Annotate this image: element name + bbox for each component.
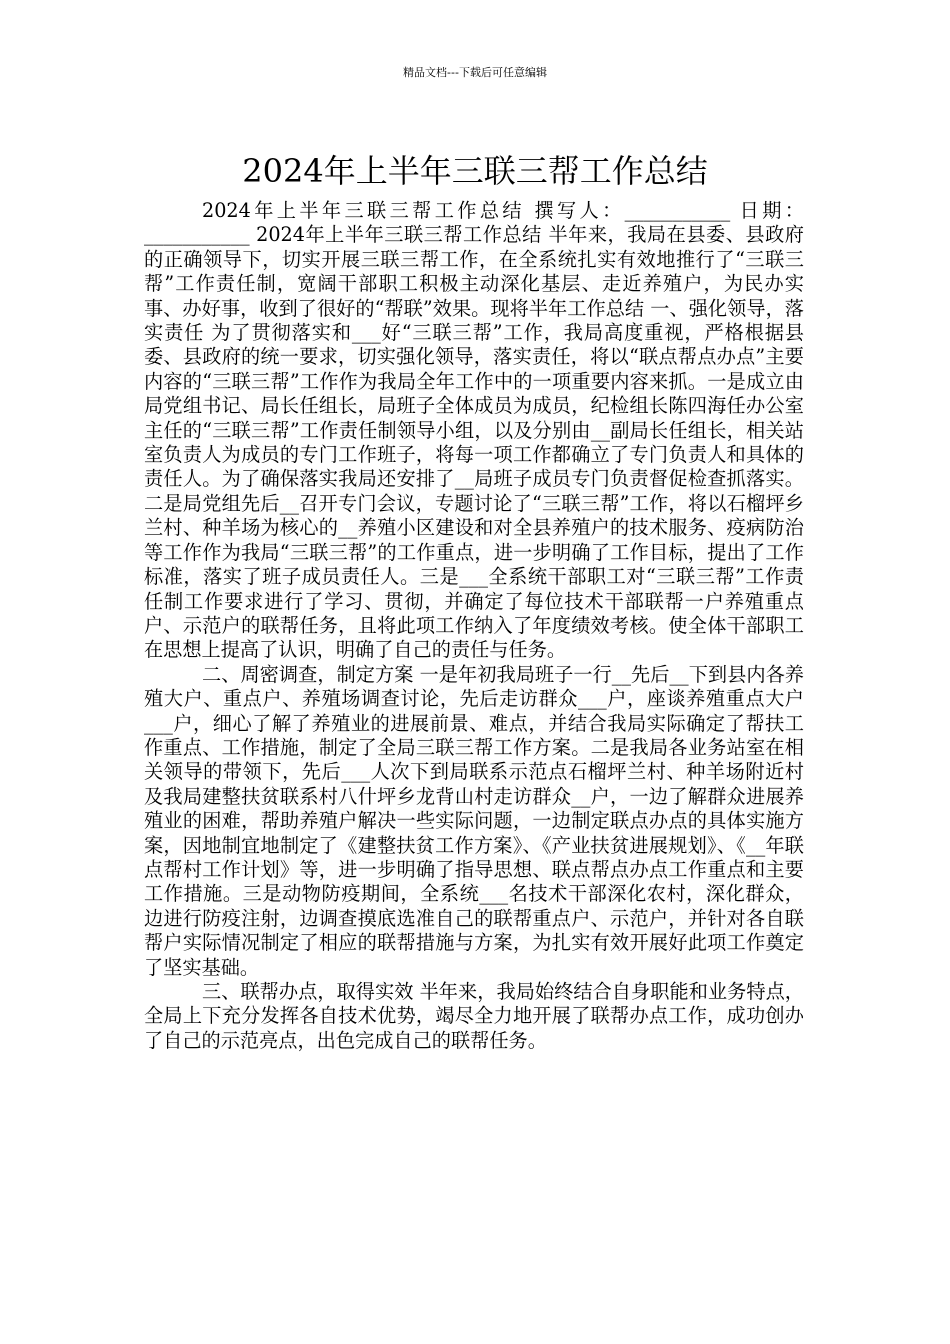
paragraph-1: 2024年上半年三联三帮工作总结 撰写人：___________ 日期：___________ 2024年上半年三联三帮工作总结 半年来，我局在县委、县政府的正确领导下，切实开展三联三帮工作，在全系统扎实有效地推行了“三联三帮”工作责任制，宽阔干部职工积极主动深化基层、走近养殖户，为民办实事、办好事，收到了很好的“帮联”效果。现将半年工作总结 一、强化领导，落实责任 为了贯彻落实和___好“三联三帮”工作，我局高度重视，严格根据县委、县政府的统一要求，切实强化领导，落实责任，将以“联点帮点办点”主要内容的“三联三帮”工作作为我局全年工作中的一项重要内容来抓。一是成立由局党组书记、局长任组长，局班子全体成员为成员，纪检组长陈四海任办公室主任的“三联三帮”工作责任制领导小组，以及分别由__副局长任组长，相关站室负责人为成员的专门工作班子，将每一项工作都确立了专门负责人和具体的责任人。为了确保落实我局还安排了__局班子成员专门负责督促检查抓落实。二是局党组先后__召开专门会议，专题讨论了“三联三帮”工作，将以石榴坪乡兰村、种羊场为核心的__养殖小区建设和对全县养殖户的技术服务、疫病防治等工作作为我局“三联三帮”的工作重点，进一步明确了工作目标，提出了工作标准，落实了班子成员责任人。三是___全系统干部职工对“三联三帮”工作责任制工作要求进行了学习、贯彻，并确定了每位技术干部联帮一户养殖重点户、示范户的联帮任务，且将此项工作纳入了年度绩效考核。使全体干部职工在思想上提高了认识，明确了自己的责任与任务。 bbox=[144, 199, 804, 662]
document-body bbox=[144, 199, 804, 1053]
page-header-note: 精品文档---下载后可任意编辑 bbox=[403, 66, 547, 79]
paragraph-3: 三、联帮办点，取得实效 半年来，我局始终结合自身职能和业务特点，全局上下充分发挥各自技术优势，竭尽全力地开展了联帮办点工作，成功创办了自己的示范亮点，出色完成自己的联帮任务。 bbox=[144, 980, 804, 1052]
paragraph-2: 二、周密调查，制定方案 一是年初我局班子一行__先后__下到县内各养殖大户、重点户、养殖场调查讨论，先后走访群众___户，座谈养殖重点大户___户，细心了解了养殖业的进展前景、难点，并结合我局实际确定了帮扶工作重点、工作措施，制定了全局三联三帮工作方案。二是我局各业务站室在相关领导的带领下，先后___人次下到局联系示范点石榴坪兰村、种羊场附近村及我局建整扶贫联系村八什坪乡龙背山村走访群众__户，一边了解群众进展养殖业的困难，帮助养殖户解决一些实际问题，一边制定联点办点的具体实施方案，因地制宜地制定了《建整扶贫工作方案》、《产业扶贫进展规划》、《__年联点帮村工作计划》等，进一步明确了指导思想、联点帮点办点工作重点和主要工作措施。三是动物防疫期间，全系统___名技术干部深化农村，深化群众，边进行防疫注射，边调查摸底选准自己的联帮重点户、示范户，并针对各自联帮户实际情况制定了相应的联帮措施与方案，为扎实有效开展好此项工作奠定了坚实基础。 bbox=[144, 662, 804, 979]
document-title: 2024年上半年三联三帮工作总结 bbox=[242, 152, 708, 191]
